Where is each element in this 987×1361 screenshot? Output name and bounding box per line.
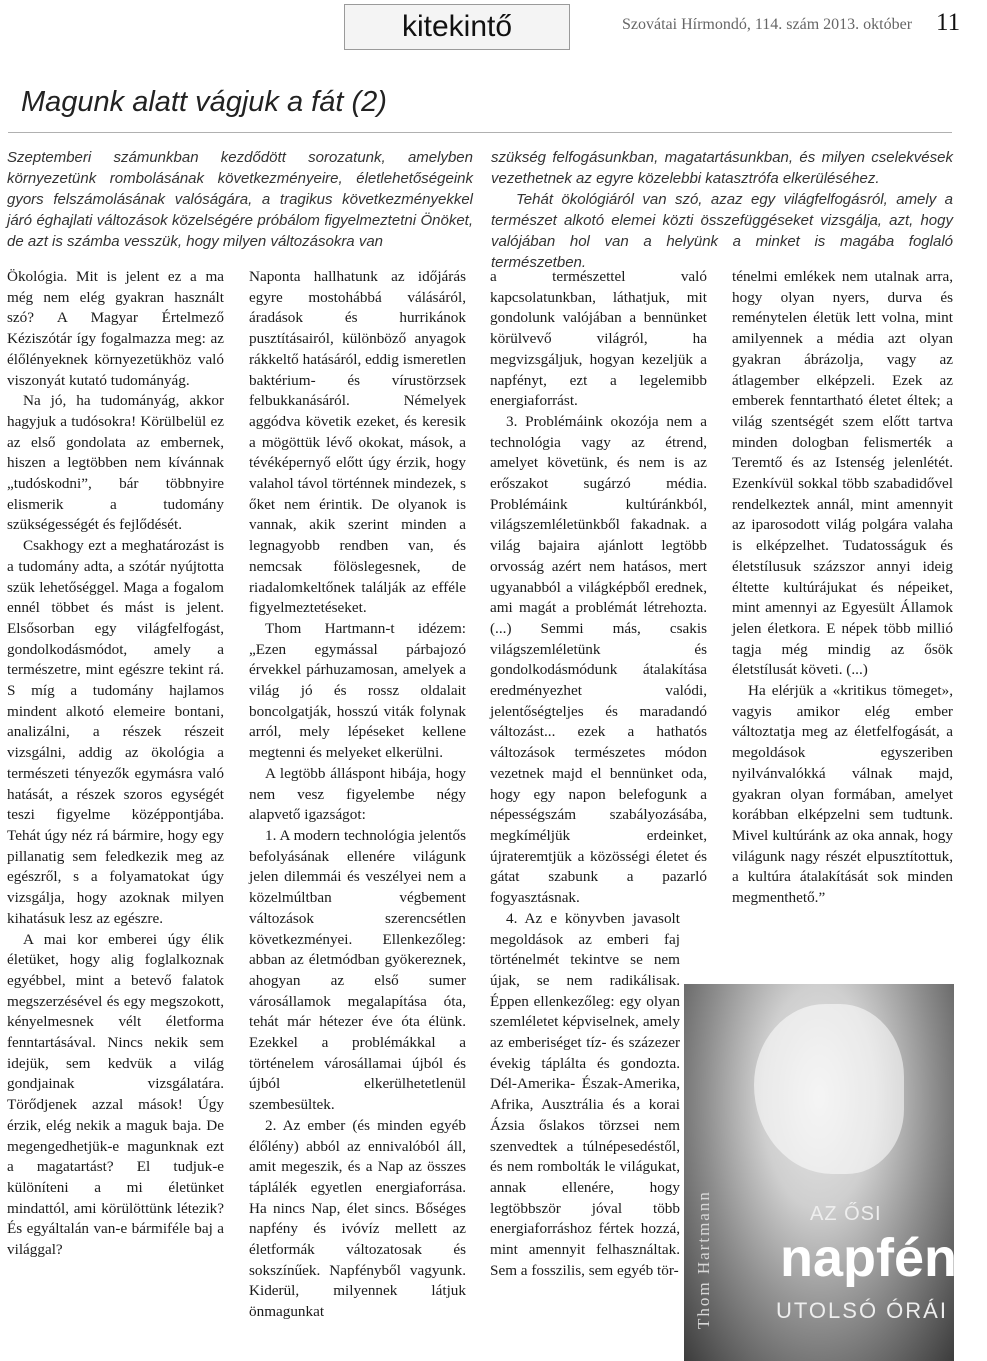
cover-title-line3: UTOLSÓ ÓRÁI <box>776 1298 948 1323</box>
cover-author: Thom Hartmann <box>694 1190 713 1329</box>
paragraph: Na jó, ha tudományág, akkor hagyjuk a tudósokra! Körülbelül ez az első gondolata az embernek, hiszen a legtöbben nem kívánnak „tudóskodni”, bár többnyire elismerik a tudomány szükségességét és fejlődését. <box>7 392 224 534</box>
paragraph: Naponta hallhatunk az időjárás egyre mostohábbá válásáról, áradások és hurrikánok pusztításairól, különböző anyagok rákkeltő hatásáról, eddig ismeretlen baktérium- és vírustörzsek felbukkanásáról. Némelyek aggódva követik ezeket, és keresik a mögöttük lévő okokat, mások, a tévéképernyő előtt úgy érzik, hogy valahol távol történnek mindezek, s őket nem érintik. De olyanok is vannak, akik szerint minden a legnagyobb rendben van, és nemcsak fölöslegesnek, de riadalomkeltőnek találják az efféle figyelmeztetéseket. <box>249 268 466 617</box>
paragraph: Csakhogy ezt a meghatározást is a tudomány adta, a szótár nyújtotta szük lehetőséggel. Maga a fogalom ennél többet és mást is jelent. Elsősorban egy világfelfogást, gondolkodásmódot, amely a természetre, mint egészre tekint rá. S míg a tudomány hajlamos mindent alkotó elemeire bontani, analizálni, a részek részeit vizsgálni, addig az ökológia a természeti tényezők egymásra való hatását, a részek szoros egységét teszi figyelme középpontjába. Tehát úgy néz rá bármire, hogy egy pillanatig sem feledkezik meg az egészről, s a folyamatokat úgy vizsgálja, hogy azoknak milyen kihatásuk lesz az egészre. <box>7 537 224 927</box>
lead-paragraph: Tehát ökológiáról van szó, azaz egy világfelfogásról, amely a természet alkotó elemei közti összefüggéseket vizsgálja, azt, hogy valójában hol van a helyünk a minket is magába foglaló természetben. <box>491 191 953 271</box>
paragraph: 4. Az e könyvben javasolt megoldások az emberi faj történelmét tekintve se nem újak, se nem radikálisak. Éppen ellenkezőleg: egy olyan szemléletet képviselnek, amely az emberiséget tíz- és százezer évekig táplálta és gondozta. Dél-Amerika- Észak-Amerika, Afrika, Ausztrália és a korai Ázsia őslakos törzsei nem szenvedtek a túlnépesedéstől, és nem rombolták le világukat, annak ellenére, hogy legtöbbször jóval több energiaforráshoz fértek hozzá, mint amennyit felhasználtak. Sem a fosszilis, sem egyéb tör- <box>490 909 680 1279</box>
text-column-2 <box>249 267 466 1323</box>
lead-left <box>7 147 473 252</box>
lead-paragraph: szükség felfogásunkban, magatartásunkban, és milyen cselekvések vezethetnek az egyre közelebbi katasztrófa elkerüléséhez. <box>491 149 953 187</box>
paragraph: Thom Hartmann-t idézem: „Ezen egymással párbajozó érvekkel párhuzamosan, amelyek a világ jó és rossz oldalait boncolgatják, hosszú viták folynak arról, mely lépéseket kellene megtenni és melyeket elkerülni. <box>249 619 466 762</box>
paragraph: ténelmi emlékek nem utalnak arra, hogy olyan nyers, durva és reménytelen életük lett volna, mint amilyennek a média azt olyan gyakran ábrázolja, vagy az átlagember elképzeli. Ezek az emberek fenntartható életet éltek; a világ szentségét szem előtt tartva minden dologban felismerték a Teremtő és az Istenség jelenlétét. Ezenkívül sokkal több szabadidővel rendelkeztek annál, mint amennyit az iparosodott világ polgára valaha is elképzelhet. Tudatosságuk és életstílusuk százszor annyi ideig éltette kultúrájukat és népeiket, mint amennyi az Egyesült Államok jelen életkora. E népek több millió tagja még mindig az ősök életstílusát követi. (...) <box>732 268 953 679</box>
article-title: Magunk alatt vágjuk a fát (2) <box>21 86 387 118</box>
cover-title-line1: AZ ŐSI <box>810 1203 882 1225</box>
paragraph: 2. Az ember (és minden egyéb élőlény) abból az ennivalóból áll, amit megeszik, és a Nap az összes táplálék egyetlen energiaforrása. Ha nincs Nap, élet sincs. Bőséges napfény és ivóvíz mellett az életformák változatosak és sokszínűek. Napfényből vagyunk. Kiderül, milyennek látjuk önmagunkat <box>249 1116 466 1321</box>
paragraph: A legtöbb álláspont hibája, hogy nem vesz figyelembe négy alapvető igazságot: <box>249 764 466 824</box>
page-number: 11 <box>936 9 961 36</box>
title-divider <box>8 132 952 133</box>
text-column-3 <box>490 267 707 1281</box>
text-column-1 <box>7 267 224 1261</box>
cover-title-line2: napfény <box>780 1228 987 1288</box>
paragraph: Ökológia. Mit is jelent ez a ma még nem elég gyakran használt szó? A Magyar Értelmező Kéziszótár így fogalmazza meg: az élőlényeknek környezetükhöz való viszonyát kutató tudományág. <box>7 268 224 389</box>
text-column-4 <box>732 267 953 909</box>
paragraph: 1. A modern technológia jelentős befolyásának ellenére világunk jelen dilemmái és veszélyei nem a közelmúltban végbement változások szerencsétlen következményei. Ellenkezőleg: abban az életmódban gyökereznek, ahogyan az első sumer városállamok megalapítása óta, tehát már hétezer éve óta élünk. Ezekkel a problémákkal a történelem városállamai újból és újból elkerülhetetlenül szembesültek. <box>249 826 466 1114</box>
lead-right <box>491 147 953 273</box>
lead-paragraph: Szeptemberi számunkban kezdődött sorozatunk, amelyben környezetünk rombolásának következményeire, életlehetőségeink gyors felszámolásának valóságára, a tragikus következményekkel járó éghajlati változások közelségére próbálom figyelmeztetni Önöket, de azt is számba vesszük, hogy milyen változásokra van <box>7 149 473 250</box>
publication-info: Szovátai Hírmondó, 114. szám 2013. október <box>622 16 913 33</box>
paragraph: A mai kor emberei úgy élik életüket, hogy alig foglalkoznak egyébbel, mint a betevő falatok megszerzésével és egy megszokott, kényelmesnek vélt életforma fenntartásával. Nincs nekik sem idejük, sem kedvük a világ gondjainak vizsgálatára. Törődjenek azzal mások! Úgy érzik, elég nekik a maguk baja. De megengedhetjük-e magunknak ezt a magatartást? El tudjuk-e különíteni a mi életünket mindattól, ami körülöttünk létezik? És egyáltalán van-e bármiféle baj a világgal? <box>7 930 224 1259</box>
section-title: kitekintő <box>344 4 570 50</box>
book-cover-image <box>684 984 987 1361</box>
paragraph: a természettel való kapcsolatunkban, láthatjuk, mit gondolunk valójában a bennünket körülvevő világról, ha megvizsgáljuk, hogyan kezeljük a napfényt, ezt a legelemibb energiaforrást. <box>490 268 707 410</box>
cover-splash-graphic <box>754 1004 904 1174</box>
paragraph: 3. Problémáink okozója nem a technológia vagy az étrend, amelyet követünk, és nem is az erőszakot sugárzó média. Problémáink kultúránkból, világszemléletünkből fakadnak. a világ bajaira ajánlott legtöbb orvosság azért nem hatásos, mert ugyanabból a világképből erednek, ami magát a problémát létrehozta. (...) Semmi más, csakis világszemléletünk és gondolkodásmódunk átalakítása eredményezhet valódi, jelentőségteljes és maradandó változást... ezek a hathatós változások természetes módon vezetnek majd el bennünket oda, hogy egy napon belefogunk a népességszám szabályozásába, megkíméljük erdeinket, újrateremtjük a közösségi életet és gátat szabunk a pazarló fogyasztásnak. <box>490 412 707 907</box>
page-header <box>0 0 960 58</box>
paragraph: Ha elérjük a «kritikus tömeget», vagyis amikor elég ember változtatja meg az életfelfogását, a megoldások egyszeriben nyilvánvalókká válnak majd, gyakran olyan formában, amelyet korábban elképzelni sem tudtunk. Mivel kultúránk az oka annak, hogy világunk nagy részét elpusztítottuk, a kultúra átalakítását sok minden megmenthető.” <box>732 682 953 907</box>
